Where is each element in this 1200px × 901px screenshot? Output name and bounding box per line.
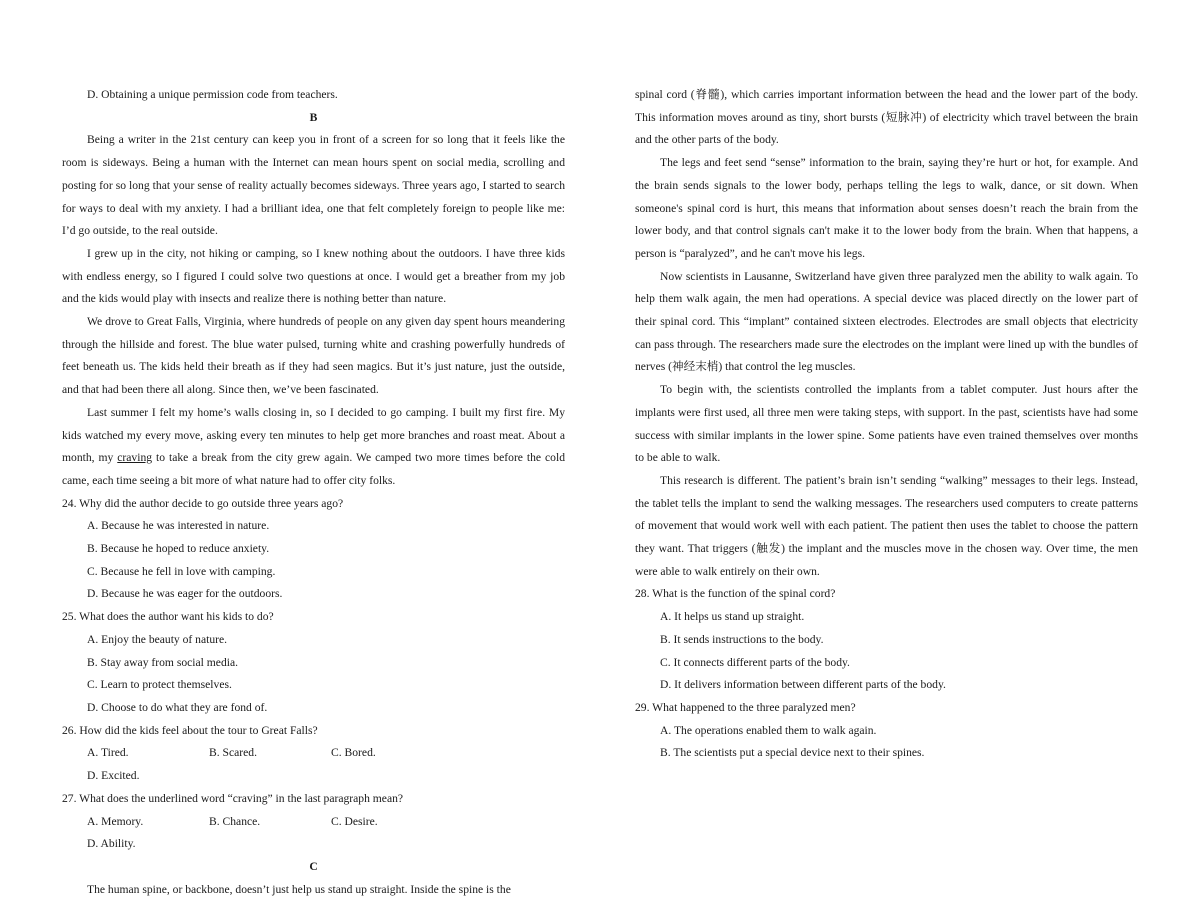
question: 26. How did the kids feel about the tour to Great Falls? — [62, 723, 318, 737]
option: B. Because he hoped to reduce anxiety. — [87, 542, 270, 556]
passage-paragraph: I grew up in the city, not hiking or camping, so I knew nothing about the outdoors. I have three kids with endless energy, so I figured I could solve two questions at once. I would get a breather from my job and the kids would play with insects and realize there is nothing better than nature. — [62, 246, 565, 306]
options — [635, 606, 1138, 697]
option: A. Tired. — [87, 746, 129, 760]
passage-paragraph: The legs and feet send “sense” information to the brain, saying they’re hurt or hot, for example. And the brain sends signals to the lower body, perhaps telling the legs to walk, dance, or sit down. When someone's spinal cord is hurt, this means that information about senses doesn’t reach the brain from the lower body, and that control signals can't make it to the lower body from the brain. When that happens, a person is “paralyzed”, and he can't move his legs. — [635, 156, 1138, 260]
text-run: Last summer I felt my home’s walls closing in, so I decided to go camping. I built my first fire. My kids watched my every move, asking every ten minutes to help get more branches and roast meat. About a month, my — [62, 405, 565, 465]
section-heading: C — [309, 859, 318, 873]
option: D. Ability. — [87, 837, 136, 851]
option: C. Bored. — [331, 746, 376, 760]
passage-paragraph: Being a writer in the 21st century can keep you in front of a screen for so long that it feels like the room is sideways. Being a human with the Internet can mean hours spent on social media, scrolling and posting for so long that your sense of reality actually becomes sideways. Three years ago, I started to search for ways to deal with my anxiety. I had a brilliant idea, one that felt completely foreign to people like me: I’d go outside, to the real outside. — [62, 133, 565, 238]
options — [635, 720, 1138, 765]
passage-paragraph: This research is different. The patient’s brain isn’t sending “walking” messages to their legs. Instead, the tablet tells the implant to send the walking messages. The researchers used computers to create patterns of movement that would work well with each patient. The patient then uses the tablet to choose the pattern they want. That triggers (触发) the implant and the muscles move in the chosen way. Over time, the men were able to walk entirely on their own. — [635, 473, 1138, 578]
option: A. Memory. — [87, 814, 144, 828]
option: C. Desire. — [331, 814, 378, 828]
text-run: to take a break from the city grew again. We camped two more times before the cold came, each time seeing a bit more of what nature had to offer city folks. — [62, 451, 566, 487]
option: D. Excited. — [87, 769, 140, 783]
option-line: D. Obtaining a unique permission code from teachers. — [87, 88, 338, 101]
option: B. Stay away from social media. — [87, 655, 239, 669]
passage-paragraph — [62, 402, 565, 493]
option: A. Because he was interested in nature. — [87, 519, 270, 533]
option: B. Scared. — [209, 746, 257, 760]
option: D. It delivers information between different parts of the body. — [660, 678, 946, 692]
option: B. It sends instructions to the body. — [660, 632, 824, 646]
option: A. The operations enabled them to walk again. — [660, 723, 877, 737]
option: A. It helps us stand up straight. — [660, 610, 805, 624]
option: C. It connects different parts of the body. — [660, 655, 850, 669]
question: 25. What does the author want his kids to do? — [62, 610, 274, 624]
question: 24. Why did the author decide to go outside three years ago? — [62, 496, 344, 510]
options — [62, 515, 565, 606]
underlined-word: craving — [117, 451, 153, 465]
option: B. The scientists put a special device next to their spines. — [660, 746, 925, 760]
passage-paragraph: To begin with, the scientists controlled the implants from a tablet computer. Just hours after the implants were first used, all three men were taking steps, with support. In the past, scientists have had some success with similar implants in the lower spine. Some patients have even trained themselves over months to be able to walk. — [635, 383, 1138, 465]
options — [62, 742, 565, 787]
option: C. Learn to protect themselves. — [87, 678, 232, 692]
passage-paragraph: We drove to Great Falls, Virginia, where hundreds of people on any given day spent hours meandering through the hillside and forest. The blue water pulsed, turning white and crashing powerfully hundreds of feet beneath us. The kids held their breath as if they had seen magics. But it’s just nature, just the outside, and that had been there all along. Since then, we’ve been fascinated. — [62, 315, 565, 397]
passage-paragraph: Now scientists in Lausanne, Switzerland have given three paralyzed men the ability to walk again. To help them walk again, the men had operations. A special device was placed directly on the lower part of their spinal cord. This “implant” contained sixteen electrodes. Electrodes are small objects that electricity can pass through. The researchers made sure the electrodes on the implant were lined up with the bundles of nerves (神经末梢) that control the leg muscles. — [635, 269, 1138, 374]
option: A. Enjoy the beauty of nature. — [87, 632, 228, 646]
question: 27. What does the underlined word “craving” in the last paragraph mean? — [62, 791, 404, 805]
section-heading: B — [309, 110, 318, 124]
option: D. Because he was eager for the outdoors. — [87, 587, 283, 601]
option: B. Chance. — [209, 814, 261, 828]
passage-paragraph: spinal cord (脊髓), which carries important information between the head and the lower part of the body. This information moves around as tiny, short bursts (短脉冲) of electricity which travel between the brain and the other parts of the body. — [635, 88, 1138, 147]
left-column — [62, 84, 565, 901]
option: C. Because he fell in love with camping. — [87, 564, 276, 578]
passage-paragraph: The human spine, or backbone, doesn’t just help us stand up straight. Inside the spine is the — [87, 882, 511, 896]
option: D. Choose to do what they are fond of. — [87, 700, 268, 714]
options — [62, 811, 565, 856]
options — [62, 629, 565, 720]
right-column — [635, 84, 1138, 765]
question: 28. What is the function of the spinal cord? — [635, 587, 836, 601]
question: 29. What happened to the three paralyzed men? — [635, 700, 856, 714]
